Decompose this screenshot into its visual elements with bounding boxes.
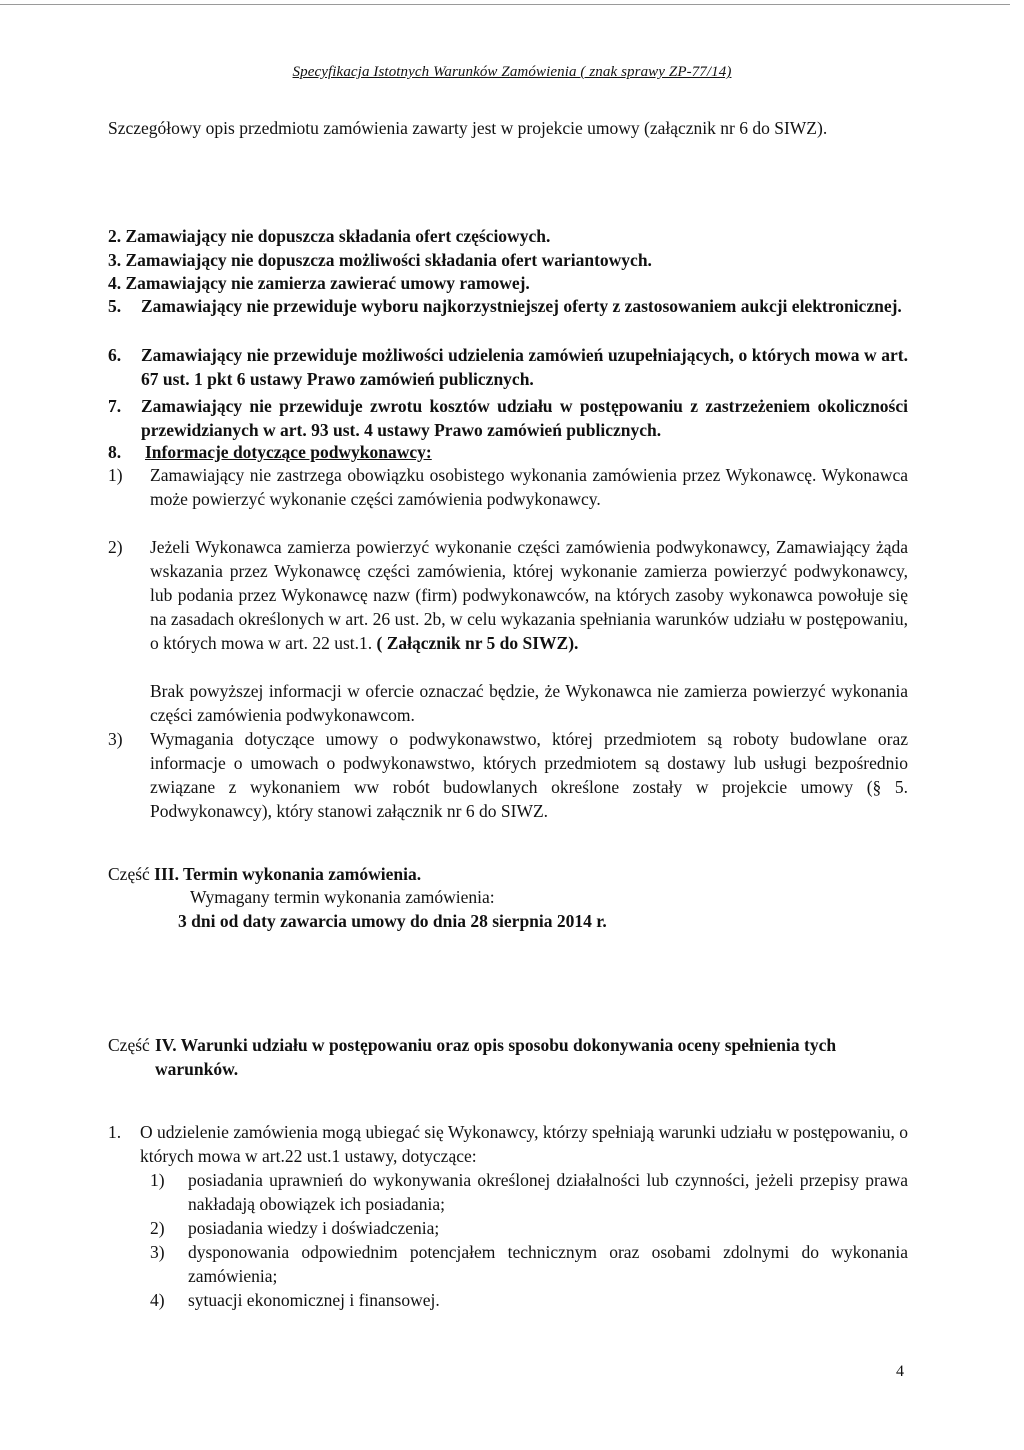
page-number: 4 — [896, 1363, 904, 1380]
sub-item-2-text: Jeżeli Wykonawca zamierza powierzyć wykonanie części zamówienia podwykonawcy, Zamawiający żąda wskazania przez Wykonawcę części zamówienia, której wykonanie zamierza powierzyć podwykonawcy, lub podania przez Wykonawcę nazw (firm) podwykonawców, na których zasoby wykonawca powołuje się na zasadach określonych w art. 26 ust. 2b, w celu wykazania spełniania warunków udziału w postępowaniu, o których mowa w art. 22 ust.1. ( Załącznik nr 5 do SIWZ). — [150, 537, 908, 653]
sub-item-2-extra: Brak powyższej informacji w ofercie oznaczać będzie, że Wykonawca nie zamierza powierzyć wykonania części zamówienia podwykonawcom. — [150, 681, 908, 725]
part-3-deadline: 3 dni od daty zawarcia umowy do dnia 28 sierpnia 2014 r. — [178, 911, 607, 931]
point-4: 4. Zamawiający nie zamierza zawierać umowy ramowej. — [108, 273, 530, 293]
sub-item-1-number: 1) — [108, 465, 123, 485]
top-border-line — [0, 4, 1010, 5]
part-4-title: IV. Warunki udziału w postępowaniu oraz opis sposobu dokonywania oceny spełnienia tych warunków. — [155, 1035, 837, 1079]
part-3-line-1: Wymagany termin wykonania zamówienia: — [190, 887, 495, 907]
point-6-text: Zamawiający nie przewiduje możliwości udzielenia zamówień uzupełniających, o których mowa w art. 67 ust. 1 pkt 6 ustawy Prawo zamówień publicznych. — [141, 345, 908, 389]
sub-item-1-text: Zamawiający nie zastrzega obowiązku osobistego wykonania zamówienia przez Wykonawcę. Wykonawca może powierzyć wykonanie części zamówienia podwykonawcy. — [150, 465, 908, 509]
point-2: 2. Zamawiający nie dopuszcza składania ofert częściowych. — [108, 226, 551, 246]
part-4-sub-2-text: posiadania wiedzy i doświadczenia; — [188, 1218, 440, 1238]
part-4-sub-3-number: 3) — [150, 1242, 165, 1262]
part-3-title: Część III. Termin wykonania zamówienia. — [108, 864, 422, 884]
point-5-number: 5. — [108, 296, 122, 316]
sub-item-3-number: 3) — [108, 729, 123, 749]
part-4-item-1-text: O udzielenie zamówienia mogą ubiegać się Wykonawcy, którzy spełniają warunki udziału w postępowaniu, o których mowa w art.22 ust.1 ustawy, dotyczące: — [140, 1122, 908, 1166]
point-8-number: 8. — [108, 442, 122, 462]
point-6-number: 6. — [108, 345, 122, 365]
part-4-sub-2-number: 2) — [150, 1218, 165, 1238]
intro-paragraph: Szczegółowy opis przedmiotu zamówienia zawarty jest w projekcie umowy (załącznik nr 6 do SIWZ). — [108, 118, 828, 138]
part-4-sub-1-number: 1) — [150, 1170, 165, 1190]
part-4-sub-4-number: 4) — [150, 1290, 165, 1310]
point-7-text: Zamawiający nie przewiduje zwrotu kosztów udziału w postępowaniu z zastrzeżeniem okoliczności przewidzianych w art. 93 ust. 4 ustawy Prawo zamówień publicznych. — [141, 396, 908, 440]
page-header: Specyfikacja Istotnych Warunków Zamówienia ( znak sprawy ZP-77/14) — [292, 64, 732, 80]
part-4-sub-3-text: dysponowania odpowiednim potencjałem technicznym oraz osobami zdolnymi do wykonania zamówienia; — [188, 1242, 908, 1286]
point-5-text: Zamawiający nie przewiduje wyboru najkorzystniejszej oferty z zastosowaniem aukcji elektronicznej. — [141, 296, 902, 316]
point-7-number: 7. — [108, 396, 122, 416]
sub-item-3-text: Wymagania dotyczące umowy o podwykonawstwo, której przedmiotem są roboty budowlane oraz informacje o umowach o podwykonawstwo, których przedmiotem są dostawy lub usługi bezpośrednio związane z wykonaniem ww robót budowlanych określone zostały w projekcie umowy (§ 5. Podwykonawcy), który stanowi załącznik nr 6 do SIWZ. — [150, 729, 908, 821]
point-3: 3. Zamawiający nie dopuszcza możliwości składania ofert wariantowych. — [108, 250, 652, 270]
sub-item-2-number: 2) — [108, 537, 123, 557]
part-4-sub-4-text: sytuacji ekonomicznej i finansowej. — [188, 1290, 440, 1310]
point-8-text: Informacje dotyczące podwykonawcy: — [145, 442, 432, 462]
part-4-title-label: Część — [108, 1035, 150, 1055]
part-4-item-1-number: 1. — [108, 1122, 122, 1142]
part-4-sub-1-text: posiadania uprawnień do wykonywania określonej działalności lub czynności, jeżeli przepisy prawa nakładają obowiązek ich posiadania; — [188, 1170, 908, 1214]
